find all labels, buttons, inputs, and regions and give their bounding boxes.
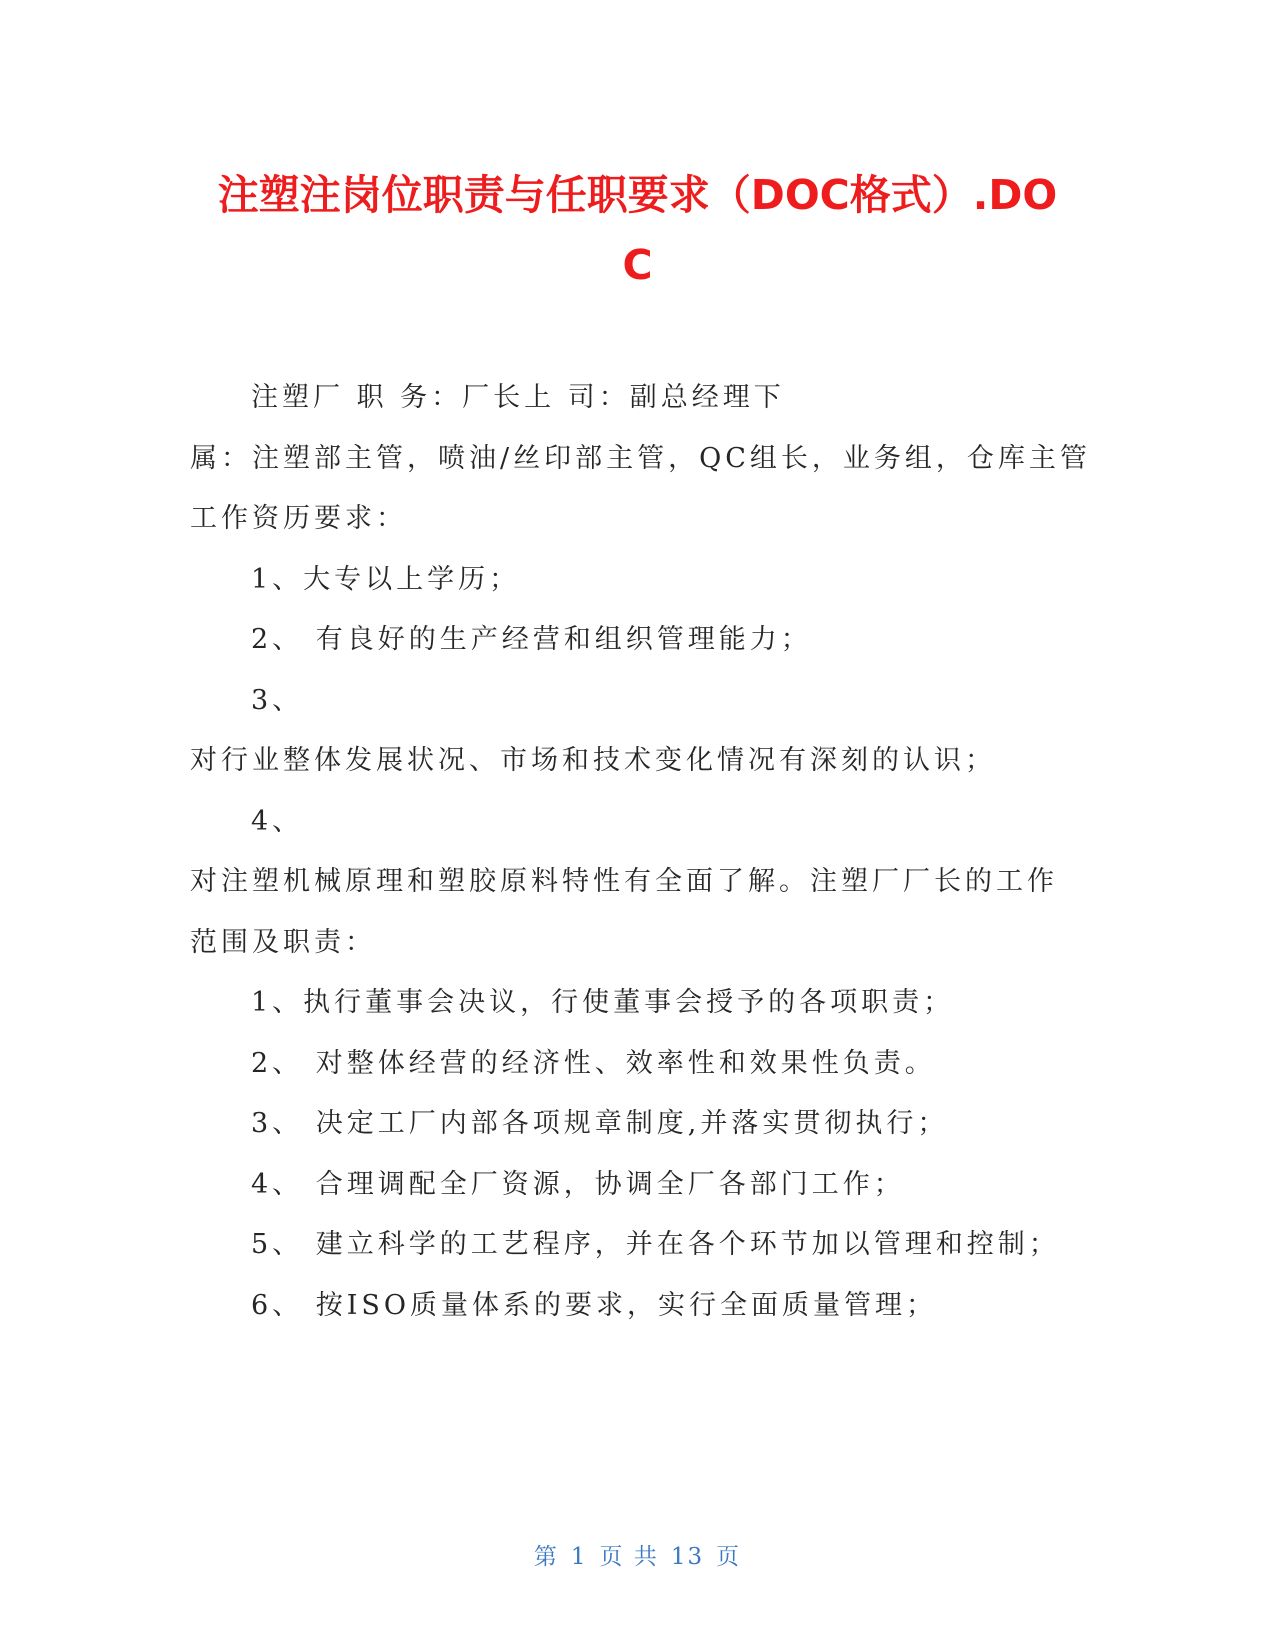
list-item: 1、大专以上学历； (251, 563, 521, 595)
footer-page-suffix: 页 (716, 1544, 742, 1570)
footer-page-mid: 页 共 (599, 1544, 659, 1570)
footer-page-total: 13 (670, 1544, 705, 1570)
paragraph-line: 注塑厂 职 务：厂长上 司：副总经理下 (251, 382, 785, 413)
paragraph-line: 对注塑机械原理和塑胶原料特性有全面了解。注塑厂厂长的工作 (190, 866, 1058, 897)
list-item: 2、 有良好的生产经营和组织管理能力； (251, 624, 812, 655)
paragraph-line: 对行业整体发展状况、市场和技术变化情况有深刻的认识； (190, 745, 996, 776)
footer-page-number: 1 (570, 1544, 588, 1570)
footer-page-prefix: 第 (533, 1544, 559, 1570)
list-item: 5、 建立科学的工艺程序，并在各个环节加以管理和控制； (251, 1229, 1060, 1260)
list-item: 1、执行董事会决议，行使董事会授予的各项职责； (251, 987, 955, 1018)
list-item: 2、 对整体经营的经济性、效率性和效果性负责。 (251, 1047, 936, 1079)
list-item: 3、 (251, 684, 304, 716)
document-title (160, 160, 1115, 300)
document-body (190, 368, 1090, 1336)
paragraph-line: 属：注塑部主管，喷油/丝印部主管，QC组长，业务组，仓库主管 (190, 442, 1091, 474)
paragraph-line: 范围及职责： (190, 926, 376, 958)
list-item: 4、 (251, 805, 304, 837)
list-item: 6、 按ISO质量体系的要求，实行全面质量管理； (251, 1289, 938, 1321)
list-item: 4、 合理调配全厂资源，协调全厂各部门工作； (251, 1168, 905, 1200)
title-line-1: 注塑注岗位职责与任职要求（DOC格式）.DO (217, 171, 1058, 219)
title-line-2: C (622, 241, 653, 289)
list-item: 3、 决定工厂内部各项规章制度,并落实贯彻执行； (251, 1108, 949, 1139)
page-footer (0, 1538, 1275, 1571)
paragraph-line: 工作资历要求： (190, 503, 407, 534)
